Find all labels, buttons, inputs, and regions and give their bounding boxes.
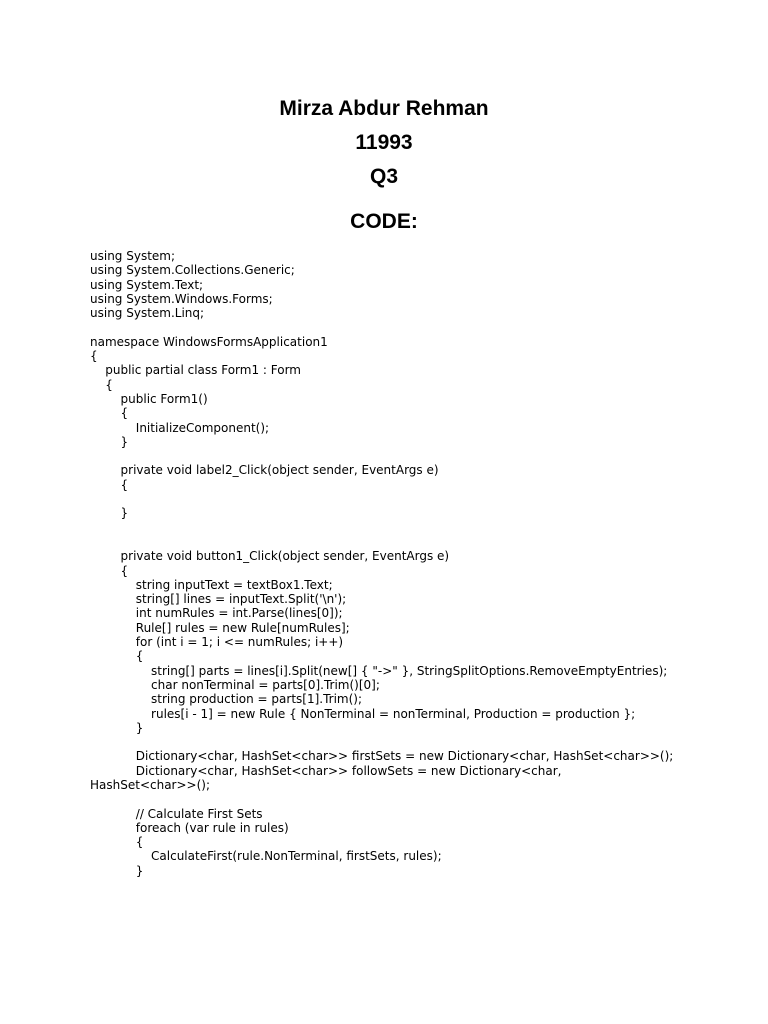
code-line: private void label2_Click(object sender, EventArgs e): [90, 463, 439, 478]
code-line: [90, 492, 690, 506]
code-line: using System.Collections.Generic;: [90, 263, 295, 278]
code-line: // Calculate First Sets: [90, 806, 263, 821]
code-line: [90, 792, 690, 806]
code-line: [90, 535, 690, 549]
code-line: }: [90, 506, 129, 521]
code-line: [90, 735, 690, 749]
code-line: using System;: [90, 249, 176, 263]
code-line: Rule[] rules = new Rule[numRules];: [90, 620, 350, 635]
code-line: [90, 320, 690, 334]
code-line: public partial class Form1 : Form: [90, 363, 301, 378]
code-line: using System.Text;: [90, 277, 204, 292]
code-line: private void button1_Click(object sender, EventArgs e): [90, 549, 450, 564]
code-line: [90, 449, 690, 463]
question-number: Q3: [369, 165, 398, 188]
code-line: {: [90, 377, 113, 392]
student-id: 11993: [355, 131, 413, 154]
code-line: foreach (var rule in rules): [90, 820, 289, 835]
code-line: Dictionary<char, HashSet<char>> followSets = new Dictionary<char,: [90, 763, 562, 778]
code-line: {: [90, 406, 129, 421]
code-line: string[] lines = inputText.Split('\n');: [90, 592, 347, 607]
code-line: Dictionary<char, HashSet<char>> firstSets = new Dictionary<char, HashSet<char>>();: [90, 749, 674, 764]
code-line: CalculateFirst(rule.NonTerminal, firstSets, rules);: [90, 849, 442, 864]
code-line: string production = parts[1].Trim();: [90, 692, 363, 707]
code-line: rules[i - 1] = new Rule { NonTerminal = nonTerminal, Production = production };: [90, 706, 636, 721]
code-line: {: [90, 835, 144, 850]
code-line: char nonTerminal = parts[0].Trim()[0];: [90, 677, 380, 692]
code-line: }: [90, 434, 129, 449]
code-line: using System.Linq;: [90, 306, 205, 321]
section-title: CODE:: [350, 210, 418, 233]
code-line: string inputText = textBox1.Text;: [90, 577, 333, 592]
code-line: {: [90, 349, 98, 364]
author-name: Mirza Abdur Rehman: [279, 97, 489, 120]
code-line: }: [90, 863, 144, 878]
code-line: HashSet<char>>();: [90, 777, 210, 792]
code-line: string[] parts = lines[i].Split(new[] { "->" }, StringSplitOptions.RemoveEmptyEntries);: [90, 663, 668, 678]
code-line: [90, 521, 690, 535]
code-line: {: [90, 563, 129, 578]
code-line: {: [90, 477, 129, 492]
code-line: int numRules = int.Parse(lines[0]);: [90, 606, 343, 621]
code-line: public Form1(): [90, 391, 208, 406]
code-line: namespace WindowsFormsApplication1: [90, 334, 328, 349]
code-line: for (int i = 1; i <= numRules; i++): [90, 635, 344, 650]
code-block: [90, 249, 690, 878]
code-line: InitializeComponent();: [90, 420, 270, 435]
code-line: using System.Windows.Forms;: [90, 291, 273, 306]
code-line: {: [90, 649, 144, 664]
code-line: }: [90, 720, 144, 735]
